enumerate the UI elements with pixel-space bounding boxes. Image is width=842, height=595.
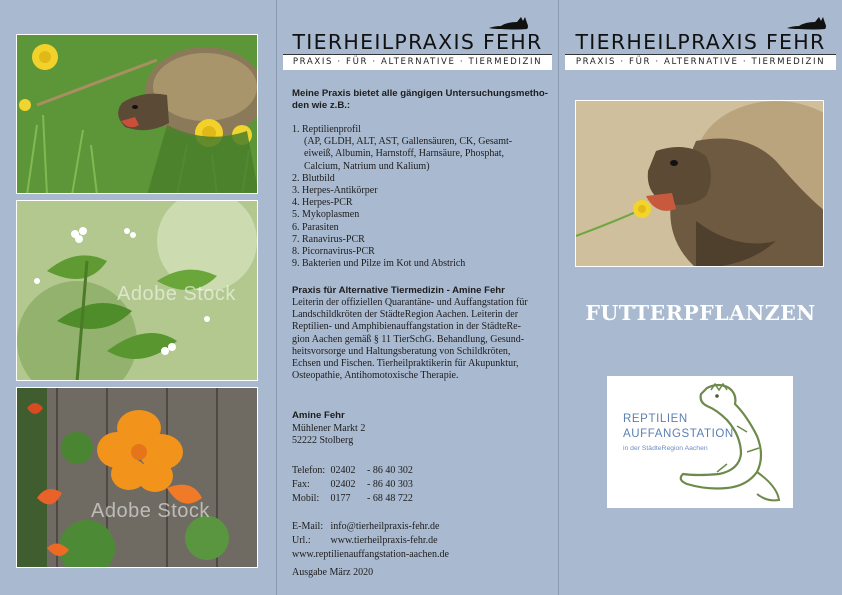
list-item: 9. Bakterien und Pilze im Kot und Abstrich [292,258,466,270]
watermark-text: Adobe Stock [117,283,236,305]
photo-nettle-plant [16,200,258,381]
brand-tagline: PRAXIS · FÜR · ALTERNATIVE · TIERMEDIZIN [565,55,836,70]
reptile-station-logo [607,376,793,508]
url-link[interactable]: www.tierheilpraxis-fehr.de [330,535,438,546]
address-city: 52222 Stolberg [292,435,354,447]
watermark-text: Adobe Stock [91,500,210,522]
mobil-label: Mobil: [292,493,320,504]
exams-list [292,124,548,270]
practice-line: Reptilien- und Amphibienauffangstation in der StädteRe- [292,321,521,333]
url-row [292,535,438,547]
fax-label: Fax: [292,479,310,490]
list-item: eiweiß, Albumin, Harnstoff, Harnsäure, Phosphat, [304,148,505,160]
mobil-prefix: 0177 [330,493,351,504]
phone-row [292,465,413,477]
practice-title: Praxis für Alternative Tiermedizin - Amine Fehr [292,285,505,296]
brand-name: TIERHEILPRAXIS FEHR [292,30,543,54]
hero-photo-tortoise [575,100,824,267]
tortoise-dandelion-illustration [17,35,258,194]
cat-logo-icon [487,14,531,30]
logo-line1: REPTILIEN [623,413,688,425]
address-street: Mühlener Markt 2 [292,423,366,434]
fax-prefix: 02402 [330,479,356,490]
address [292,423,548,447]
url-label: Url.: [292,535,311,546]
email-row [292,521,439,533]
cat-logo-icon [785,14,829,30]
fax-number: - 86 40 303 [367,479,413,490]
list-item: (AP, GLDH, ALT, AST, Gallensäuren, CK, Gesamt- [304,136,513,148]
list-item: 7. Ranavirus-PCR [292,233,365,245]
mobil-number[interactable]: - 68 48 722 [367,493,413,504]
exams-lead [292,88,548,112]
cover-title: FUTTERPFLANZEN [585,301,816,325]
phone-number[interactable]: - 86 40 302 [367,465,413,476]
phone-prefix: 02402 [330,465,356,476]
tortoise-eating-illustration [576,101,824,267]
phone-label: Telefon: [292,465,326,476]
list-item: 4. Herpes-PCR [292,197,353,209]
practice-description [292,297,548,382]
url2-link[interactable]: www.reptilienauffangstation-aachen.de [292,549,449,560]
owner-name: Amine Fehr [292,410,345,421]
photo-nasturtium-flower [16,387,258,568]
iguana-icon [607,376,793,508]
practice-line: heitsvorsorge und Haltungsberatung von Schildkröten, [292,345,511,357]
left-panel [0,0,276,595]
photo-tortoise-dandelion [16,34,258,194]
list-item: 6. Parasiten [292,221,339,233]
url2-row [292,549,449,561]
practice-line: Leiterin der offiziellen Quarantäne- und Auffangstation für [292,297,528,308]
right-panel [559,0,842,595]
list-item: 1. Reptilienprofil [292,124,361,135]
list-item: 8. Picornavirus-PCR [292,246,375,258]
practice-line: gion Aachen gemäß § 11 TierSchG. Behandlung, Gesund- [292,333,525,345]
edition-text: Ausgabe März 2020 [292,567,374,578]
fax-row [292,479,413,491]
logo-line2: AUFFANGSTATION [623,428,734,440]
brand-tagline: PRAXIS · FÜR · ALTERNATIVE · TIERMEDIZIN [283,55,552,70]
exams-lead-line: den wie z.B.: [292,100,351,112]
list-item: 2. Blutbild [292,172,335,184]
practice-line: Osteopathie, Antihomotoxische Therapie. [292,370,459,382]
brand-name: TIERHEILPRAXIS FEHR [575,30,826,54]
email-link[interactable]: info@tierheilpraxis-fehr.de [330,521,440,532]
edition-row [292,567,373,579]
mobil-row [292,493,413,505]
list-item: 3. Herpes-Antikörper [292,185,378,197]
nasturtium-illustration [17,388,258,568]
list-item: 5. Mykoplasmen [292,209,360,221]
middle-panel [277,0,558,595]
practice-line: Echsen und Fischen. Tierheilpraktikerin für Akupunktur, [292,358,519,370]
practice-line: Landschildkröten der StädteRegion Aachen. Leiterin der [292,309,519,321]
exams-lead-line: Meine Praxis bietet alle gängigen Untersuchungsmetho- [292,88,548,99]
logo-line3: in der StädteRegion Aachen [623,445,708,452]
list-item: Calcium, Natrium und Kalium) [304,160,430,172]
email-label: E-Mail: [292,521,324,532]
